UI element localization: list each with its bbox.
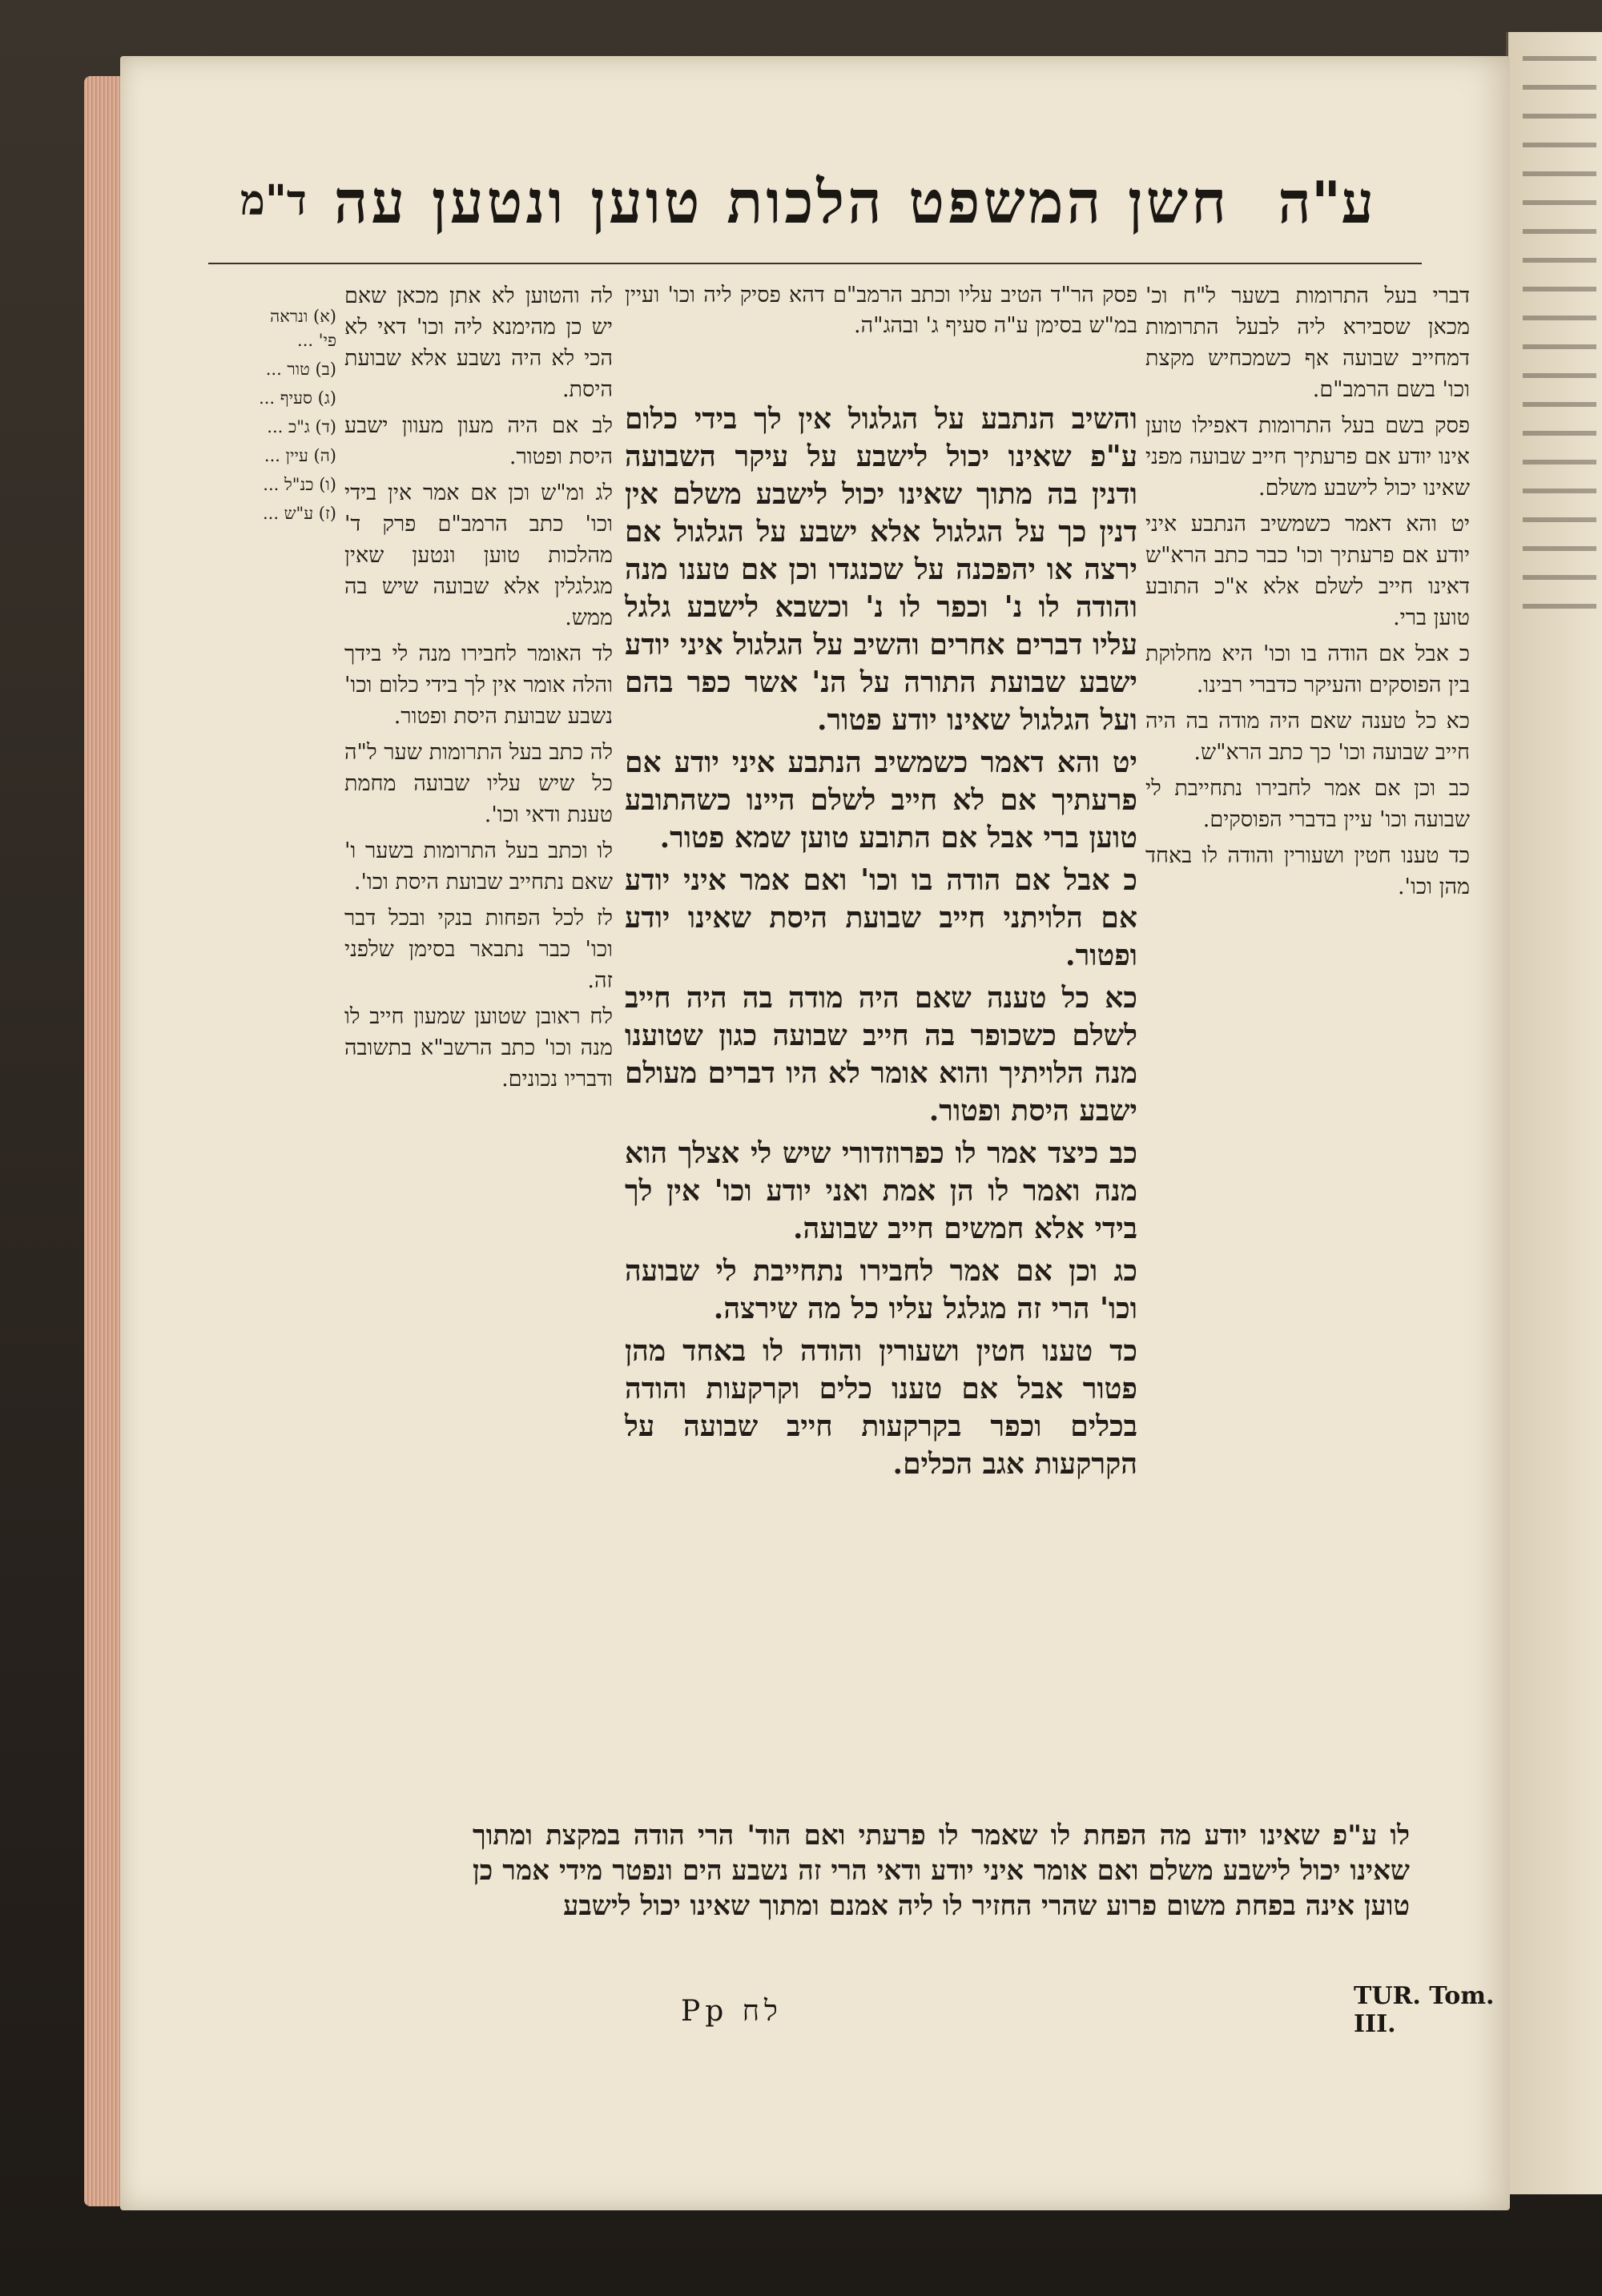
margin-note: (ו) כנ"ל ... <box>263 475 336 494</box>
running-title: חשן המשפט הלכות טוען ונטען עה <box>333 168 1230 237</box>
left-commentary-column <box>344 280 613 1850</box>
margin-note: (ז) ע"ש ... <box>262 504 336 523</box>
commentary-paragraph: לה והטוען לא אתן מכאן שאם יש כן מהימנא ליה וכו' דאי לא הכי לא היה נשבע אלא שבועת היסת. <box>344 283 613 402</box>
commentary-paragraph: כא כל טענה שאם היה מודה בה היה חייב שבועה וכו' כך כתב הרא"ש. <box>1145 709 1470 765</box>
margin-note: (ב) טור ... <box>265 360 336 379</box>
commentary-paragraph: כד טענו חטין ושעורין והודה לו באחד מהן וכו'. <box>1145 843 1470 899</box>
signature-mark: Pp לח <box>681 1995 783 2028</box>
side-heading: ד"מ <box>240 176 307 225</box>
main-paragraph: כד טענו חטין ושעורין והודה לו באחד מהן פטור אבל אם טענו כלים וקרקעות והודה בכלים וכפר בקרקעות חייב שבועה על הקרקעות אגב הכלים. <box>625 1334 1137 1481</box>
commentary-paragraph: לח ראובן שטוען שמעון חייב לו מנה וכו' כתב הרשב"א בתשובה ודבריו נכונים. <box>344 1004 613 1092</box>
header-rule <box>208 263 1422 264</box>
commentary-paragraph: כב וכן אם אמר לחבירו נתחייבת לי שבועה וכו' עיין בדברי הפוסקים. <box>1145 776 1470 832</box>
next-page-edge <box>1506 32 1602 2194</box>
main-paragraph: יט והא דאמר כשמשיב הנתבע איני יודע אם פרעתיך אם לא חייב לשלם היינו כשהתובע טוען ברי אבל אם התובע טוען שמא פטור. <box>625 746 1137 854</box>
commentary-paragraph: יט והא דאמר כשמשיב הנתבע איני יודע אם פרעתיך וכו' כבר כתב הרא"ש דאינו חייב לשלם אלא א"כ התובע טוען ברי. <box>1145 512 1470 630</box>
commentary-paragraph: כ אבל אם הודה בו וכו' היא מחלוקת בין הפוסקים והעיקר כדברי רבינו. <box>1145 641 1470 698</box>
margin-note: (ה) עיין ... <box>264 446 336 465</box>
commentary-paragraph: לו וכתב בעל התרומות בשער ו' שאם נתחייב שבועת היסת וכו'. <box>344 838 613 895</box>
main-paragraph: והשיב הנתבע על הגלגול אין לך בידי כלום ע"פ שאינו יכול לישבע על עיקר השבועה ודנין בה מתוך שאינו יכול לישבע משלם אין דנין כך על הגלגול אלא ישבע על הגלגול אם ירצה או יהפכנה על שכנגדו וכן אם טענו מנה והודה לו נ' וכפר לו נ' וכשבא לישבע גלגל עליו דברים אחרים והשיב על הגלגול איני יודע ישבע שבועת התורה על הנ' אשר כפר בהם ועל הגלגול שאינו יודע פטור. <box>625 402 1137 737</box>
main-paragraph: כג וכן אם אמר לחבירו נתחייבת לי שבועה וכו' הרי זה מגלגל עליו כל מה שירצה. <box>625 1254 1137 1325</box>
right-commentary-column <box>1145 280 1470 1954</box>
catchword: TUR. Tom. III. <box>1354 1982 1495 2038</box>
main-paragraph: כא כל טענה שאם היה מודה בה היה חייב לשלם כשכופר בה חייב שבועה כגון שטוענו מנה הלויתיך והוא אומר לא היו דברים מעולם ישבע היסת ופטור. <box>625 981 1137 1128</box>
margin-note: (א) ונראה פי' ... <box>270 307 336 350</box>
main-paragraph: כ אבל אם הודה בו וכו' ואם אמר איני יודע אם הלויתני חייב שבועת היסת שאינו יודע ופטור. <box>625 863 1137 972</box>
main-paragraph: כב כיצד אמר לו כפרוזדורי שיש לי אצלך הוא מנה ואמר לו הן אמת ואני יודע וכו' אין לך בידי אלא חמשים חייב שבועה. <box>625 1136 1137 1245</box>
commentary-paragraph: לז לכל הפחות בנקי ובכל דבר וכו' כבר נתבאר בסימן שלפני זה. <box>344 906 613 993</box>
commentary-paragraph: לה כתב בעל התרומות שער ל"ה כל שיש עליו שבועה מחמת טענת ודאי וכו'. <box>344 740 613 827</box>
book-page <box>120 56 1510 2210</box>
main-text-column <box>625 400 1137 1866</box>
margin-note: (ד) ג"כ ... <box>267 417 336 436</box>
commentary-paragraph: דברי בעל התרומות בשער ל"ח וכ' מכאן שסבירא ליה לבעל התרומות דמחייב שבועה אף כשמכחיש מקצת וכו' בשם הרמב"ם. <box>1145 283 1470 402</box>
folio-number: ע"ה <box>1278 168 1374 236</box>
page-header <box>184 168 1462 256</box>
commentary-paragraph: פסק בשם בעל התרומות דאפילו טוען אינו יודע אם פרעתיך חייב שבועה מפני שאינו יכול לישבע משלם. <box>1145 413 1470 501</box>
main-text-top-note: פסק הר"ד הטיב עליו וכתב הרמב"ם דהא פסיק ליה וכו' ועיין במ"ש בסימן ע"ה סעיף ג' ובהג"ה. <box>625 283 1137 338</box>
bottom-text-block: לו ע"פ שאינו יודע מה הפחת לו שאמר לו פרעתי ואם הוד' הרי הודה במקצת ומתוך שאינו יכול לישבע משלם ואם אומר איני יודע ודאי הרי זה נשבע הים ונפטר מידי אמר כן טוען אינה בפחת משום פרוע שהרי החזיר לו ליה אמנם ומתוך שאינו יכול לישבע <box>473 1820 1410 1922</box>
commentary-paragraph: לד האומר לחבירו מנה לי בידך והלה אומר אין לך בידי כלום וכו' נשבע שבועת היסת ופטור. <box>344 641 613 729</box>
commentary-paragraph: לג ומ"ש וכן אם אמר אין בידי וכו' כתב הרמב"ם פרק ד' מהלכות טוען ונטען שאין מגלגלין אלא שבועה שיש בה ממש. <box>344 481 613 630</box>
margin-notes <box>248 304 336 929</box>
margin-note: (ג) סעיף ... <box>259 388 336 408</box>
commentary-paragraph: לב אם היה מעון מעוון ישבע היסת ופטור. <box>344 413 613 469</box>
